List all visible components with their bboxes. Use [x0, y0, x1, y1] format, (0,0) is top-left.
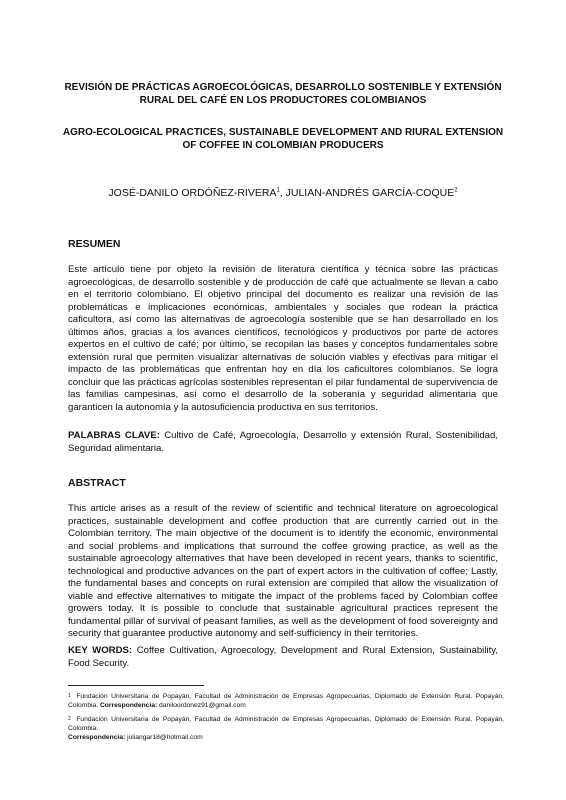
palabras-clave [68, 430, 498, 455]
key-words-label: KEY WORDS: [68, 645, 133, 656]
footnote-2-text: Fundación Universitaria de Popayán, Facultad de Administración de Empresas Agropecuarias, Diplomado de Extensión Rural. Popayán, Colombia. [68, 716, 504, 732]
footnote-1-number: 1 [68, 693, 71, 699]
abstract-body: This article arises as a result of the review of scientific and technical literature on agroecological practices, sustainable development and coffee production that are currently carried out in the Colombian territory. The main objective of the document is to identify the economic, environmental and social problems and implications that surround the coffee growing practice, as well as the sustainable agroecology alternatives that have been developed in recent years, thanks to scientific, technological and productive advances on the part of expert actors in the cultivation of coffee; Lastly, the fundamental bases and concepts on rural extension are compiled that allow the visualization of viable and effective alternatives to mitigate the impact of the problems faced by Colombian coffee growers today. It is possible to conclude that sustainable agricultural practices represent the fundamental pillar of survival of peasant families, as well as the development of food sovereignty and security that guarantee productive autonomy and self-sufficiency in their territories. [68, 503, 498, 639]
author-1: JOSÉ-DANILO ORDÓÑEZ-RIVERA [108, 187, 277, 199]
key-words [68, 645, 498, 670]
title-spanish: REVISIÓN DE PRÁCTICAS AGROECOLÓGICAS, DESARROLLO SOSTENIBLE Y EXTENSIÓN RURAL DEL CAFÉ EN LOS PRODUCTORES COLOMBIANOS [64, 82, 502, 106]
palabras-clave-text: Cultivo de Café, Agroecología, Desarrollo y extensión Rural, Sostenibilidad, Seguridad alimentaria. [68, 430, 499, 454]
footnote-1 [68, 692, 504, 710]
footnote-1-correspondence-label: Correspondencia: [99, 702, 158, 709]
author-line [60, 187, 506, 200]
footnote-1-email: daniloordonez91@gmail.com [157, 702, 246, 709]
footnote-divider [68, 685, 204, 686]
abstract-heading: ABSTRACT [68, 477, 126, 489]
footnote-2-number: 2 [68, 716, 71, 722]
palabras-clave-label: PALABRAS CLAVE: [68, 430, 160, 441]
key-words-text: Coffee Cultivation, Agroecology, Development and Rural Extension, Sustainability, Food Security. [68, 645, 498, 669]
resumen-heading: RESUMEN [68, 238, 121, 250]
footnote-2-email: juliangar18@hotmail.com [125, 734, 203, 741]
resumen-body: Este artículo tiene por objeto la revisión de literatura científica y técnica sobre las prácticas agroecológicas, de desarrollo sostenible y de producción de café que actualmente se llevan a cabo en el territorio colombiano. El objetivo principal del documento es realizar una revisión de las problemáticas e implicaciones económicas, ambientales y sociales que rodean la práctica caficultora, así como las alternativas de agroecología sostenible que se han desarrollado en los últimos años, gracias a los avances científicos, tecnológicos y productivos por parte de actores expertos en el cultivo de café; por último, se recopilan las bases y conceptos fundamentales sobre extensión rural que permiten visualizar alternativas de solución viables y efectivas para mitigar el impacto de las problemáticas que enfrentan hoy en día los caficultores colombianos. Se logra concluir que las prácticas agrícolas sostenibles representan el pilar fundamental de supervivencia de las familias campesinas, así como el desarrollo de la soberanía y seguridad alimentaria que garanticen la autonomía y la autosuficiencia productiva en sus territorios. [68, 264, 498, 413]
author-2-affiliation-mark: 2 [454, 187, 458, 194]
author-separator: , [279, 187, 286, 199]
footnote-2-correspondence-label: Correspondencia: [68, 734, 126, 741]
footnote-1-text: Fundación Universitaria de Popayán, Facultad de Administración de Empresas Agropecuarias, Diplomado de Extensión Rural. Popayán, Colombia. [68, 693, 504, 709]
author-2: JULIAN-ANDRÉS GARCÍA-COQUE [285, 187, 455, 199]
footnote-2 [68, 715, 504, 742]
author-1-affiliation-mark: 1 [276, 187, 280, 194]
title-english: AGRO-ECOLOGICAL PRACTICES, SUSTAINABLE DEVELOPMENT AND RIURAL EXTENSION OF COFFEE IN COLOMBIAN PRODUCERS [62, 127, 504, 151]
